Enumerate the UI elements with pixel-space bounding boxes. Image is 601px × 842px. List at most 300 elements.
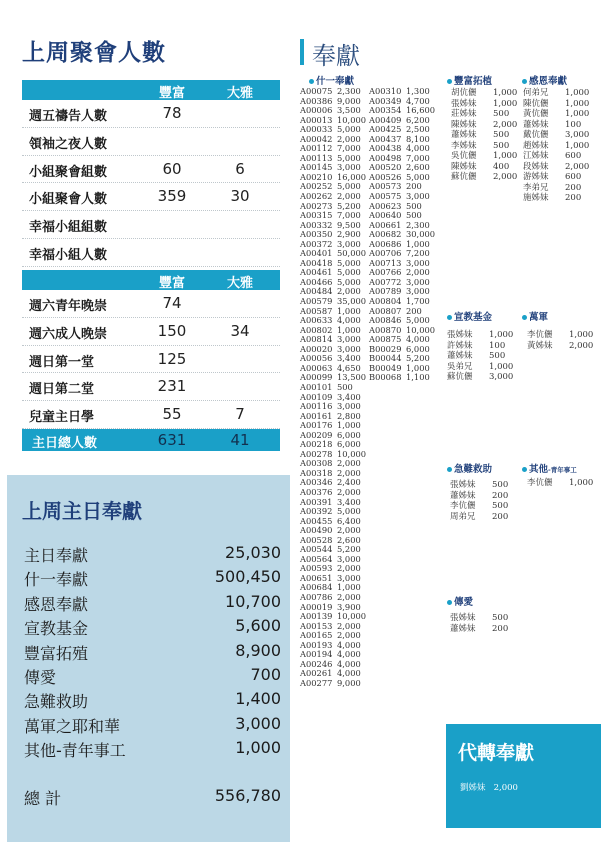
donor-id: A00273 bbox=[300, 200, 333, 211]
fengfu-entry bbox=[451, 130, 517, 141]
row-label: 週六成人晚崇 bbox=[29, 326, 108, 342]
mission-entry bbox=[447, 341, 513, 352]
donor-id: A00006 bbox=[300, 105, 333, 116]
row-label: 週五禱告人數 bbox=[29, 109, 108, 124]
donor-name: 張姊妹 bbox=[450, 480, 476, 490]
offering-amount: 5,600 bbox=[235, 616, 281, 636]
table-row bbox=[22, 346, 280, 374]
donor-id: A00116 bbox=[300, 401, 333, 412]
offering-amount: 1,400 bbox=[235, 689, 281, 709]
donor-id: A00332 bbox=[300, 219, 333, 230]
donor-id: A00684 bbox=[300, 582, 333, 593]
donor-amount: 2,000 bbox=[493, 172, 518, 182]
donor-amount: 16,600 bbox=[406, 105, 436, 116]
tithe-label: 什一奉獻 bbox=[316, 76, 355, 87]
row-label: 幸福小組組數 bbox=[29, 220, 108, 236]
donor-amount: 2,000 bbox=[337, 191, 361, 202]
love-label: 傳愛 bbox=[454, 597, 474, 608]
donor-id: A00802 bbox=[300, 324, 333, 335]
donor-amount: 5,200 bbox=[406, 353, 430, 364]
donor-amount: 10,000 bbox=[406, 324, 436, 335]
donor-id: A00575 bbox=[369, 191, 402, 202]
donor-id: A00278 bbox=[300, 448, 333, 459]
donor-name: 蘇伉儷 bbox=[447, 372, 473, 382]
donor-amount: 30,000 bbox=[406, 229, 436, 240]
offering-amount: 25,030 bbox=[225, 543, 281, 562]
table-row bbox=[22, 373, 280, 401]
offering-title: 奉獻 bbox=[312, 42, 360, 70]
value-fengfu: 78 bbox=[162, 104, 182, 122]
donor-id: A00528 bbox=[300, 534, 333, 545]
donor-amount: 1,000 bbox=[493, 98, 518, 109]
thanks-entry bbox=[523, 193, 589, 204]
table-row bbox=[22, 183, 280, 211]
bullet-icon bbox=[447, 600, 452, 605]
table-row bbox=[22, 211, 280, 239]
donor-id: A00109 bbox=[300, 391, 333, 402]
donor-id: B00049 bbox=[369, 362, 402, 373]
donor-amount: 2,000 bbox=[493, 119, 518, 130]
donor-amount: 2,000 bbox=[337, 133, 361, 144]
col-header-fengfu: 豐富 bbox=[158, 86, 185, 101]
thanks-entry bbox=[523, 151, 589, 162]
thanks-entry bbox=[523, 162, 589, 173]
col-header-daya: 大雅 bbox=[226, 276, 253, 291]
donor-amount: 5,200 bbox=[337, 544, 361, 555]
donor-id: A00262 bbox=[300, 191, 333, 202]
relief-entry bbox=[450, 512, 508, 523]
value-daya: 34 bbox=[230, 321, 250, 340]
fengfu-entry bbox=[451, 162, 517, 173]
donor-amount: 500 bbox=[492, 480, 509, 490]
donor-amount: 6,200 bbox=[406, 114, 430, 125]
thanks-entry bbox=[523, 109, 589, 120]
donor-amount: 2,800 bbox=[337, 410, 361, 421]
donor-amount: 4,700 bbox=[406, 95, 430, 106]
offering-summary-title: 上周主日奉獻 bbox=[22, 499, 142, 523]
donor-amount: 200 bbox=[565, 182, 582, 193]
donor-amount: 200 bbox=[492, 490, 509, 501]
row-label: 小組聚會人數 bbox=[29, 192, 108, 208]
offering-name: 急難救助 bbox=[24, 692, 89, 712]
donor-amount: 100 bbox=[565, 119, 582, 130]
donor-id: A00651 bbox=[300, 572, 333, 583]
donor-amount: 1,000 bbox=[565, 109, 590, 119]
donor-amount: 1,000 bbox=[337, 582, 361, 593]
donor-id: A00490 bbox=[300, 525, 333, 536]
donor-amount: 3,000 bbox=[406, 286, 430, 297]
donor-amount: 3,000 bbox=[337, 334, 361, 345]
donor-id: A00261 bbox=[300, 668, 333, 679]
value-fengfu: 150 bbox=[157, 321, 187, 340]
donor-id: A00246 bbox=[300, 658, 333, 669]
donor-amount: 3,900 bbox=[337, 601, 361, 612]
donor-id: A00349 bbox=[369, 95, 402, 106]
donor-id: A00277 bbox=[300, 677, 333, 688]
thanks-label: 感恩奉獻 bbox=[529, 76, 568, 87]
donor-name: 莊姊妹 bbox=[451, 109, 477, 119]
donor-id: A00218 bbox=[300, 439, 333, 450]
donor-amount: 3,500 bbox=[337, 105, 361, 116]
bullet-icon bbox=[447, 79, 452, 84]
thanks-heading bbox=[522, 73, 567, 87]
donor-name: 段姊妹 bbox=[523, 161, 549, 172]
donor-name: 蕭姊妹 bbox=[450, 623, 476, 634]
donor-amount: 5,000 bbox=[337, 181, 361, 192]
donor-id: A00056 bbox=[300, 353, 333, 364]
donor-id: A00346 bbox=[300, 477, 333, 488]
offering-name: 傳愛 bbox=[24, 668, 57, 687]
donor-amount: 3,000 bbox=[489, 372, 514, 382]
donor-name: 趙姊妹 bbox=[523, 140, 549, 151]
donor-amount: 2,300 bbox=[337, 86, 361, 96]
relief-heading bbox=[447, 461, 492, 475]
donor-amount: 3,400 bbox=[337, 391, 361, 402]
mission-entry bbox=[447, 362, 513, 373]
donor-amount: 1,000 bbox=[406, 238, 430, 249]
donor-amount: 2,900 bbox=[337, 229, 361, 240]
col-header-daya: 大雅 bbox=[226, 86, 253, 101]
donor-id: A00310 bbox=[369, 86, 402, 96]
transfer-name: 劉姊妹 bbox=[460, 783, 486, 793]
value-fengfu: 359 bbox=[157, 187, 187, 206]
other-label-suffix: -青年事工 bbox=[548, 466, 577, 474]
donor-amount: 3,000 bbox=[337, 401, 361, 412]
donor-amount: 500 bbox=[493, 109, 510, 119]
offering-total-amount: 556,780 bbox=[214, 786, 281, 805]
donor-amount: 2,600 bbox=[406, 162, 430, 173]
donor-id: A00020 bbox=[300, 343, 333, 354]
table-row bbox=[22, 318, 280, 346]
total-label: 主日總人數 bbox=[32, 435, 98, 451]
donor-amount: 50,000 bbox=[337, 248, 367, 259]
hosts-label: 萬軍 bbox=[529, 312, 549, 323]
donor-amount: 1,000 bbox=[337, 420, 361, 431]
donor-amount: 5,000 bbox=[337, 267, 361, 278]
donor-amount: 500 bbox=[492, 613, 509, 623]
donor-amount: 2,000 bbox=[569, 340, 594, 351]
row-label: 小組聚會組數 bbox=[29, 164, 108, 180]
donor-name: 游姊妹 bbox=[523, 172, 549, 182]
donor-id: A00786 bbox=[300, 591, 333, 602]
donor-id: A00161 bbox=[300, 410, 333, 421]
donor-id: A00875 bbox=[369, 334, 402, 345]
tithe-entry bbox=[369, 373, 435, 383]
donor-id: A00210 bbox=[300, 171, 333, 182]
donor-amount: 6,000 bbox=[406, 343, 430, 354]
donor-amount: 2,000 bbox=[565, 161, 590, 172]
donor-amount: 9,000 bbox=[337, 95, 361, 106]
attendance-table-2 bbox=[22, 270, 280, 451]
offering-amount: 3,000 bbox=[235, 713, 281, 733]
donor-id: A00789 bbox=[369, 286, 402, 297]
thanks-entry bbox=[523, 172, 589, 183]
donor-id: A00252 bbox=[300, 181, 333, 192]
donor-id: A00526 bbox=[369, 171, 402, 182]
donor-amount: 500 bbox=[337, 381, 353, 392]
donor-amount: 10,000 bbox=[337, 114, 367, 125]
donor-name: 吳伉儷 bbox=[451, 151, 477, 161]
donor-amount: 5,000 bbox=[406, 171, 430, 182]
donor-amount: 5,200 bbox=[337, 200, 361, 211]
donor-amount: 2,000 bbox=[337, 467, 361, 478]
donor-amount: 7,200 bbox=[406, 248, 430, 259]
transfer-amount: 2,000 bbox=[493, 783, 518, 793]
donor-amount: 6,000 bbox=[337, 439, 361, 450]
donor-name: 李伉儷 bbox=[450, 501, 476, 511]
bullet-icon bbox=[522, 315, 527, 320]
thanks-list bbox=[523, 88, 589, 204]
donor-amount: 200 bbox=[406, 305, 422, 316]
donor-amount: 10,000 bbox=[337, 448, 367, 459]
donor-id: A00376 bbox=[300, 486, 333, 497]
donor-amount: 2,000 bbox=[337, 630, 361, 641]
value-fengfu: 231 bbox=[157, 377, 187, 396]
total-row bbox=[22, 429, 280, 451]
donor-amount: 8,100 bbox=[406, 133, 430, 144]
donor-amount: 1,700 bbox=[406, 296, 430, 307]
donor-amount: 3,000 bbox=[565, 130, 590, 140]
donor-id: A00640 bbox=[369, 210, 402, 221]
thanks-entry bbox=[523, 183, 589, 194]
donor-name: 李伉儷 bbox=[527, 478, 553, 488]
other-list bbox=[527, 478, 593, 489]
donor-amount: 2,600 bbox=[337, 534, 361, 545]
donor-id: A00391 bbox=[300, 496, 333, 507]
donor-name: 陳伉儷 bbox=[523, 98, 549, 109]
donor-name: 蕭姊妹 bbox=[450, 490, 476, 501]
donor-name: 李姊妹 bbox=[451, 140, 477, 151]
value-fengfu: 125 bbox=[157, 349, 187, 368]
donor-amount: 4,000 bbox=[337, 315, 361, 326]
donor-id: B00068 bbox=[369, 372, 402, 383]
donor-name: 黃姊妹 bbox=[527, 340, 553, 351]
offering-amount: 1,000 bbox=[235, 738, 281, 758]
love-entry bbox=[450, 624, 508, 635]
thanks-entry bbox=[523, 141, 589, 152]
donor-id: A00544 bbox=[300, 544, 333, 555]
donor-name: 陳姊妹 bbox=[451, 161, 477, 172]
donor-amount: 9,000 bbox=[337, 677, 361, 688]
donor-id: A00318 bbox=[300, 467, 333, 478]
row-label: 週日第二堂 bbox=[29, 382, 95, 398]
fengfu-entry bbox=[451, 109, 517, 120]
table-row bbox=[22, 290, 280, 318]
donor-amount: 500 bbox=[493, 140, 510, 151]
row-label: 領袖之夜人數 bbox=[29, 136, 108, 152]
donor-id: A00194 bbox=[300, 649, 333, 660]
fengfu-label: 豐富拓植 bbox=[454, 76, 493, 87]
donor-amount: 1,000 bbox=[493, 88, 518, 98]
donor-amount: 4,000 bbox=[337, 649, 361, 660]
donor-id: A00807 bbox=[369, 305, 402, 316]
thanks-entry bbox=[523, 99, 589, 110]
donor-amount: 400 bbox=[493, 161, 510, 172]
donor-id: A00814 bbox=[300, 334, 333, 345]
donor-amount: 1,000 bbox=[406, 362, 430, 373]
donor-amount: 5,000 bbox=[337, 257, 361, 268]
donor-id: A00418 bbox=[300, 257, 333, 268]
donor-amount: 13,500 bbox=[337, 372, 367, 383]
fengfu-entry bbox=[451, 151, 517, 162]
donor-amount: 200 bbox=[492, 511, 509, 522]
donor-amount: 500 bbox=[493, 130, 510, 140]
donor-id: A00075 bbox=[300, 86, 333, 96]
donor-amount: 2,300 bbox=[406, 219, 430, 230]
value-daya: 6 bbox=[235, 159, 245, 178]
donor-id: A00372 bbox=[300, 238, 333, 249]
transfer-title: 代轉奉獻 bbox=[458, 742, 535, 764]
donor-id: A00165 bbox=[300, 630, 333, 641]
bullet-icon bbox=[522, 467, 527, 472]
donor-id: A00386 bbox=[300, 95, 333, 106]
donor-id: A00573 bbox=[369, 181, 402, 192]
donor-amount: 6,400 bbox=[337, 515, 361, 526]
donor-amount: 3,400 bbox=[337, 496, 361, 507]
fengfu-entry bbox=[451, 88, 517, 99]
donor-amount: 2,000 bbox=[337, 620, 361, 631]
donor-amount: 7,000 bbox=[337, 143, 361, 154]
donor-amount: 7,000 bbox=[406, 152, 430, 163]
relief-entry bbox=[450, 480, 508, 491]
table-row bbox=[22, 128, 280, 156]
donor-amount: 1,000 bbox=[569, 478, 594, 488]
love-list bbox=[450, 613, 508, 634]
hosts-heading bbox=[522, 309, 548, 323]
donor-id: A00209 bbox=[300, 429, 333, 440]
donor-amount: 1,000 bbox=[337, 305, 361, 316]
donor-amount: 500 bbox=[492, 501, 509, 511]
donor-amount: 4,650 bbox=[337, 362, 361, 373]
donor-id: A00153 bbox=[300, 620, 333, 631]
donor-id: A00461 bbox=[300, 267, 333, 278]
donor-amount: 4,000 bbox=[337, 658, 361, 669]
donor-name: 蕭姊妹 bbox=[451, 130, 477, 140]
donor-id: A00099 bbox=[300, 372, 333, 383]
donor-id: A00033 bbox=[300, 124, 333, 135]
donor-id: A00145 bbox=[300, 162, 333, 173]
donor-amount: 200 bbox=[565, 193, 582, 203]
donor-name: 蕭姊妹 bbox=[523, 119, 549, 130]
mission-entry bbox=[447, 330, 513, 341]
donor-id: A00593 bbox=[300, 563, 333, 574]
donor-amount: 5,000 bbox=[337, 152, 361, 163]
donor-id: A00425 bbox=[369, 124, 402, 135]
donor-amount: 5,000 bbox=[406, 315, 430, 326]
fengfu-entry bbox=[451, 120, 517, 131]
table-header bbox=[22, 80, 280, 100]
donor-id: A00013 bbox=[300, 114, 333, 125]
donor-id: A00438 bbox=[369, 143, 402, 154]
donor-amount: 500 bbox=[406, 210, 422, 221]
donor-amount: 1,000 bbox=[565, 88, 590, 98]
donor-amount: 2,500 bbox=[406, 124, 430, 135]
attendance-title: 上周聚會人數 bbox=[22, 40, 166, 66]
donor-name: 江姊妹 bbox=[523, 151, 549, 161]
donor-name: 李伉儷 bbox=[527, 330, 553, 340]
transfer-entry bbox=[460, 781, 518, 793]
donor-id: A00766 bbox=[369, 267, 402, 278]
table-header bbox=[22, 270, 280, 290]
donor-amount: 1,000 bbox=[565, 140, 590, 151]
donor-amount: 500 bbox=[406, 200, 422, 211]
donor-id: A00401 bbox=[300, 248, 333, 259]
donor-name: 蕭姊妹 bbox=[447, 351, 473, 361]
donor-id: A00804 bbox=[369, 296, 402, 307]
donor-id: A00484 bbox=[300, 286, 333, 297]
offering-amount: 700 bbox=[250, 665, 281, 684]
offering-name: 宣教基金 bbox=[24, 619, 89, 639]
donor-id: A00112 bbox=[300, 143, 333, 154]
donor-amount: 7,000 bbox=[337, 210, 361, 221]
offering-name: 萬軍之耶和華 bbox=[24, 716, 121, 736]
mission-entry bbox=[447, 351, 513, 362]
donor-id: A00520 bbox=[369, 162, 402, 173]
donor-id: A00713 bbox=[369, 257, 402, 268]
row-label: 週六青年晚崇 bbox=[29, 299, 108, 314]
donor-name: 許姊妹 bbox=[447, 340, 473, 351]
donor-id: A00113 bbox=[300, 152, 333, 163]
donor-amount: 500 bbox=[489, 351, 506, 361]
donor-id: A00564 bbox=[300, 553, 333, 564]
donor-id: A00101 bbox=[300, 381, 333, 392]
bullet-icon bbox=[522, 79, 527, 84]
donor-name: 戴伉儷 bbox=[523, 130, 549, 140]
attendance-table-1 bbox=[22, 80, 280, 267]
mission-entry bbox=[447, 372, 513, 383]
donor-name: 蘇伉儷 bbox=[451, 172, 477, 182]
donor-id: A00466 bbox=[300, 276, 333, 287]
donor-amount: 1,000 bbox=[337, 324, 361, 335]
donor-id: A00587 bbox=[300, 305, 333, 316]
donor-amount: 2,000 bbox=[406, 267, 430, 278]
donor-id: A00193 bbox=[300, 639, 333, 650]
section-bar bbox=[300, 39, 304, 65]
donor-amount: 9,500 bbox=[337, 219, 361, 230]
donor-amount: 1,000 bbox=[489, 330, 514, 340]
total-fengfu: 631 bbox=[157, 430, 187, 449]
donor-id: A00772 bbox=[369, 276, 402, 287]
other-entry bbox=[527, 478, 593, 489]
offering-name: 感恩奉獻 bbox=[24, 594, 89, 614]
donor-id: A00846 bbox=[369, 315, 402, 326]
tithe-heading bbox=[309, 73, 354, 87]
thanks-entry bbox=[523, 120, 589, 131]
donor-id: A00063 bbox=[300, 362, 333, 373]
donor-id: A00706 bbox=[369, 248, 402, 259]
fengfu-entry bbox=[451, 141, 517, 152]
donor-id: A00350 bbox=[300, 229, 333, 240]
donor-name: 胡伉儷 bbox=[451, 88, 477, 98]
donor-name: 黃伉儷 bbox=[523, 109, 549, 119]
donor-amount: 3,000 bbox=[337, 572, 361, 583]
donor-amount: 600 bbox=[565, 172, 582, 182]
donor-amount: 600 bbox=[565, 151, 582, 161]
donor-amount: 200 bbox=[406, 181, 422, 192]
donor-id: A00579 bbox=[300, 296, 333, 307]
donor-amount: 2,000 bbox=[337, 286, 361, 297]
value-daya: 7 bbox=[235, 405, 245, 424]
bullet-icon bbox=[309, 79, 314, 84]
fengfu-entry bbox=[451, 172, 517, 183]
donor-name: 何弟兄 bbox=[523, 88, 549, 98]
donor-amount: 1,000 bbox=[565, 98, 590, 109]
offering-amount: 8,900 bbox=[235, 640, 281, 660]
table-row bbox=[22, 239, 280, 267]
donor-amount: 2,000 bbox=[337, 563, 361, 574]
donor-amount: 4,000 bbox=[337, 639, 361, 650]
fengfu-entry bbox=[451, 99, 517, 110]
